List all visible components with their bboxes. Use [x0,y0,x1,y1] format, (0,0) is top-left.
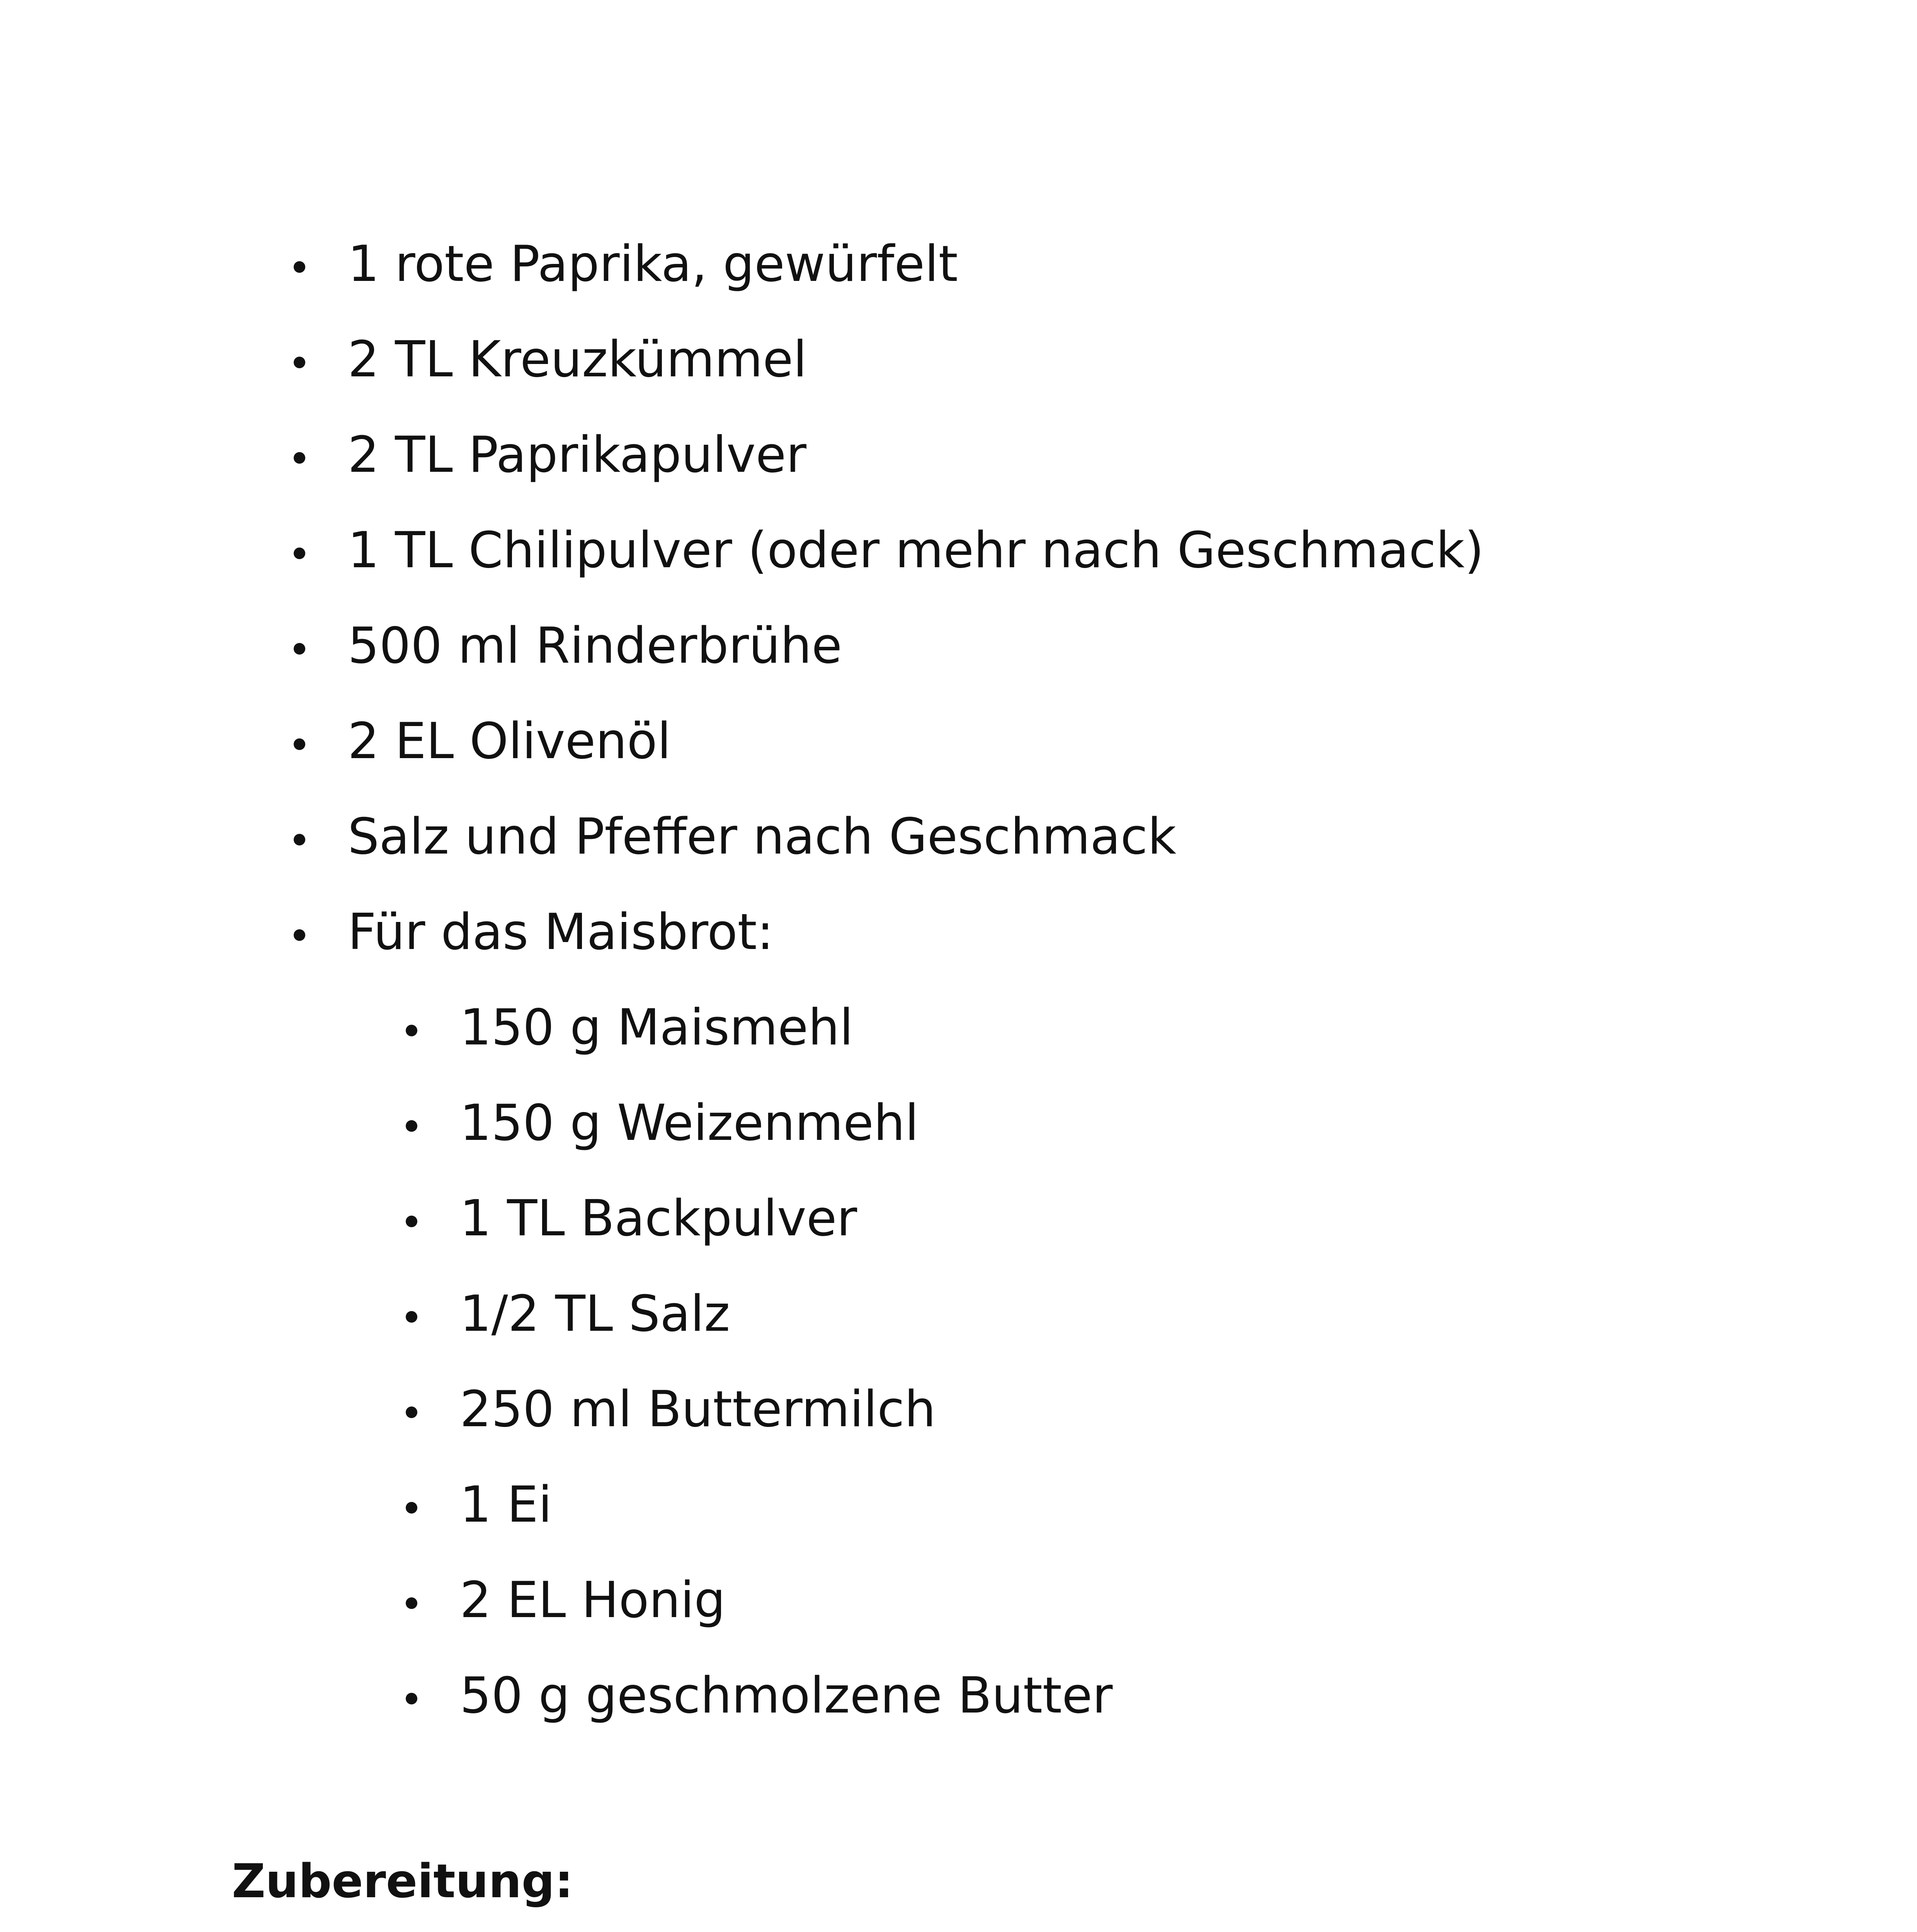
bullet-icon [294,738,305,750]
list-item [390,1457,1112,1553]
ingredient-text: 2 TL Kreuzkümmel [348,331,807,388]
ingredient-text: 500 ml Rinderbrühe [348,617,842,675]
bullet-icon [294,834,305,845]
ingredient-text: 150 g Weizenmehl [460,1094,919,1152]
list-item [390,1075,1112,1171]
bullet-icon [294,452,305,464]
bullet-icon [294,261,305,273]
list-item [278,407,1484,503]
list-item [390,1648,1112,1743]
subsection-label: Für das Maisbrot: [348,903,774,961]
list-item [278,598,1484,694]
bullet-icon [406,1311,417,1323]
ingredient-text: 1/2 TL Salz [460,1285,730,1343]
list-item [278,694,1484,789]
ingredient-text: 50 g geschmolzene Butter [460,1667,1113,1725]
bullet-icon [406,1693,417,1704]
ingredient-text: 2 EL Olivenöl [348,713,671,770]
list-item [278,216,1484,312]
list-item [278,789,1484,884]
bullet-icon [294,548,305,559]
bullet-icon [294,929,305,941]
list-item [390,1553,1112,1648]
section-heading: Zubereitung: [232,1855,573,1908]
list-item [278,884,1484,980]
ingredient-text: 250 ml Buttermilch [460,1381,936,1438]
ingredient-text: 1 TL Backpulver [460,1190,857,1247]
ingredient-text: 1 Ei [460,1476,552,1534]
bullet-icon [406,1502,417,1514]
ingredient-text: 2 TL Paprikapulver [348,426,806,484]
maisbrot-ingredient-list [390,980,1112,1743]
ingredient-text: 1 rote Paprika, gewürfelt [348,235,958,293]
bullet-icon [294,643,305,655]
list-item [390,1362,1112,1457]
list-item [390,1171,1112,1266]
ingredient-text: 2 EL Honig [460,1571,726,1629]
bullet-icon [406,1406,417,1418]
list-item [278,503,1484,598]
bullet-icon [406,1216,417,1227]
ingredient-text: 150 g Maismehl [460,999,854,1056]
list-item [390,980,1112,1075]
bullet-icon [406,1025,417,1036]
bullet-icon [294,357,305,368]
bullet-icon [406,1597,417,1609]
bullet-icon [406,1120,417,1132]
ingredient-text: Salz und Pfeffer nach Geschmack [348,808,1177,866]
ingredient-list [278,216,1484,980]
list-item [278,312,1484,407]
list-item [390,1266,1112,1362]
ingredient-text: 1 TL Chilipulver (oder mehr nach Geschmack) [348,522,1484,579]
